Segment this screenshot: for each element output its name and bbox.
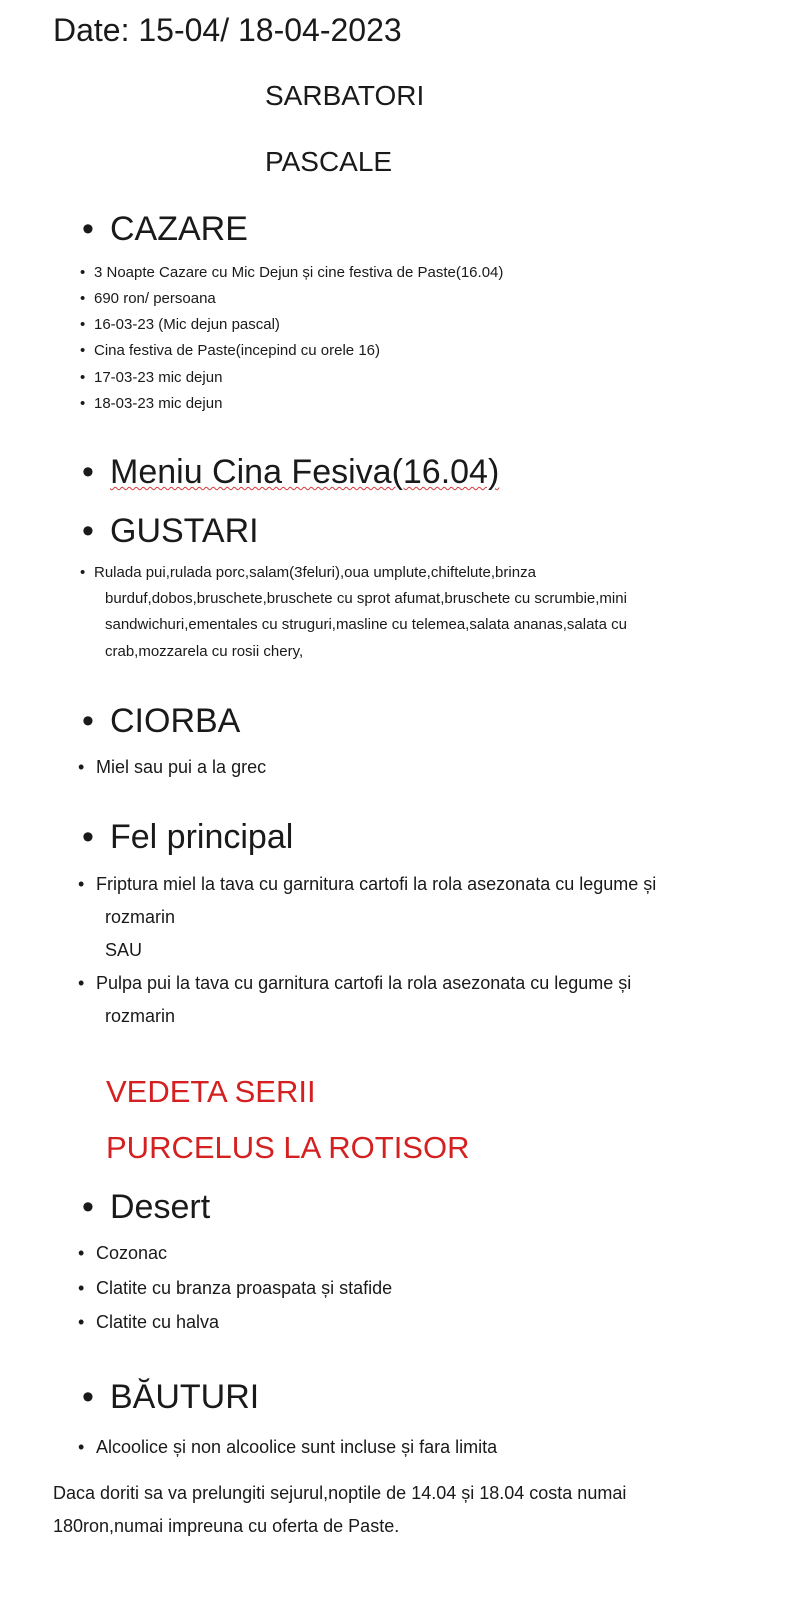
list-item	[78, 1243, 167, 1264]
list-item	[80, 290, 216, 307]
bullet-icon: •	[78, 757, 85, 777]
list-item-text: Clatite cu halva	[96, 1312, 220, 1332]
bullet-icon: •	[78, 1312, 85, 1332]
list-item-text: Friptura miel la tava cu garnitura cartofi la rola asezonata cu legume și	[96, 874, 657, 894]
heading-text: Desert	[110, 1188, 211, 1226]
bullet-icon: •	[80, 564, 86, 581]
section-heading-desert	[82, 1188, 210, 1227]
list-item-text: Cina festiva de Paste(incepind cu orele 16)	[94, 342, 380, 359]
list-item-continuation: sandwichuri,ementales cu struguri,masline cu telemea,salata ananas,salata cu	[105, 616, 627, 633]
title-line-2: PASCALE	[265, 146, 393, 177]
list-item-text: Clatite cu branza proaspata și stafide	[96, 1278, 393, 1298]
bullet-icon: •	[80, 264, 86, 281]
list-item	[80, 395, 222, 412]
list-item-text: Rulada pui,rulada porc,salam(3feluri),oua umplute,chiftelute,brinza	[94, 564, 536, 581]
bullet-icon: •	[82, 1378, 94, 1416]
list-item-text: Pulpa pui la tava cu garnitura cartofi la rola asezonata cu legume și	[96, 973, 632, 993]
list-item-text: 690 ron/ persoana	[94, 290, 216, 307]
list-item	[80, 564, 536, 581]
list-item-text: Alcoolice și non alcoolice sunt incluse și fara limita	[96, 1437, 498, 1457]
footer-line-2: 180ron,numai impreuna cu oferta de Paste.	[53, 1516, 400, 1536]
list-item	[78, 757, 266, 778]
list-item-text: 16-03-23 (Mic dejun pascal)	[94, 316, 280, 333]
section-heading-bauturi	[82, 1378, 259, 1417]
list-item-continuation: burduf,dobos,bruschete,bruschete cu sprot afumat,bruschete cu scrumbie,mini	[105, 590, 627, 607]
title-line-1: SARBATORI	[265, 80, 425, 111]
list-item	[80, 316, 280, 333]
list-item	[78, 973, 631, 994]
bullet-icon: •	[82, 512, 94, 550]
section-heading-ciorba	[82, 702, 240, 741]
bullet-icon: •	[82, 210, 94, 248]
bullet-icon: •	[80, 316, 86, 333]
bullet-icon: •	[82, 453, 94, 491]
list-item	[80, 369, 222, 386]
list-item	[78, 1437, 497, 1458]
list-item	[78, 1312, 219, 1333]
bullet-icon: •	[78, 1278, 85, 1298]
list-item	[80, 342, 380, 359]
heading-text: Meniu Cina Fesiva(16.04)	[110, 453, 500, 491]
list-item-text: 3 Noapte Cazare cu Mic Dejun și cine festiva de Paste(16.04)	[94, 264, 504, 281]
list-item	[80, 264, 503, 281]
date-line: Date: 15-04/ 18-04-2023	[53, 12, 402, 48]
bullet-icon: •	[80, 290, 86, 307]
or-label: SAU	[105, 940, 143, 960]
bullet-icon: •	[78, 973, 85, 993]
list-item-text: 17-03-23 mic dejun	[94, 369, 223, 386]
bullet-icon: •	[82, 818, 94, 856]
highlight-line-2: PURCELUS LA ROTISOR	[106, 1130, 470, 1165]
bullet-icon: •	[78, 1437, 85, 1457]
heading-text: CIORBA	[110, 702, 241, 740]
bullet-icon: •	[80, 342, 86, 359]
list-item-continuation: rozmarin	[105, 1006, 176, 1026]
bullet-icon: •	[78, 874, 85, 894]
list-item-text: 18-03-23 mic dejun	[94, 395, 223, 412]
section-heading-cazare	[82, 210, 248, 249]
section-heading-fel-principal	[82, 818, 293, 857]
bullet-icon: •	[82, 702, 94, 740]
heading-text: CAZARE	[110, 210, 248, 248]
bullet-icon: •	[80, 369, 86, 386]
bullet-icon: •	[82, 1188, 94, 1226]
heading-text: Fel principal	[110, 818, 294, 856]
list-item	[78, 1278, 392, 1299]
list-item-continuation: rozmarin	[105, 907, 176, 927]
footer-line-1: Daca doriti sa va prelungiti sejurul,noptile de 14.04 și 18.04 costa numai	[53, 1483, 627, 1503]
bullet-icon: •	[78, 1243, 85, 1263]
list-item-continuation: crab,mozzarela cu rosii chery,	[105, 643, 304, 660]
list-item-text: Cozonac	[96, 1243, 168, 1263]
bullet-icon: •	[80, 395, 86, 412]
section-heading-meniu	[82, 453, 499, 492]
heading-text: BĂUTURI	[110, 1378, 260, 1416]
highlight-line-1: VEDETA SERII	[106, 1074, 316, 1109]
section-heading-gustari	[82, 512, 259, 551]
heading-text: GUSTARI	[110, 512, 259, 550]
list-item	[78, 874, 656, 895]
list-item-text: Miel sau pui a la grec	[96, 757, 267, 777]
